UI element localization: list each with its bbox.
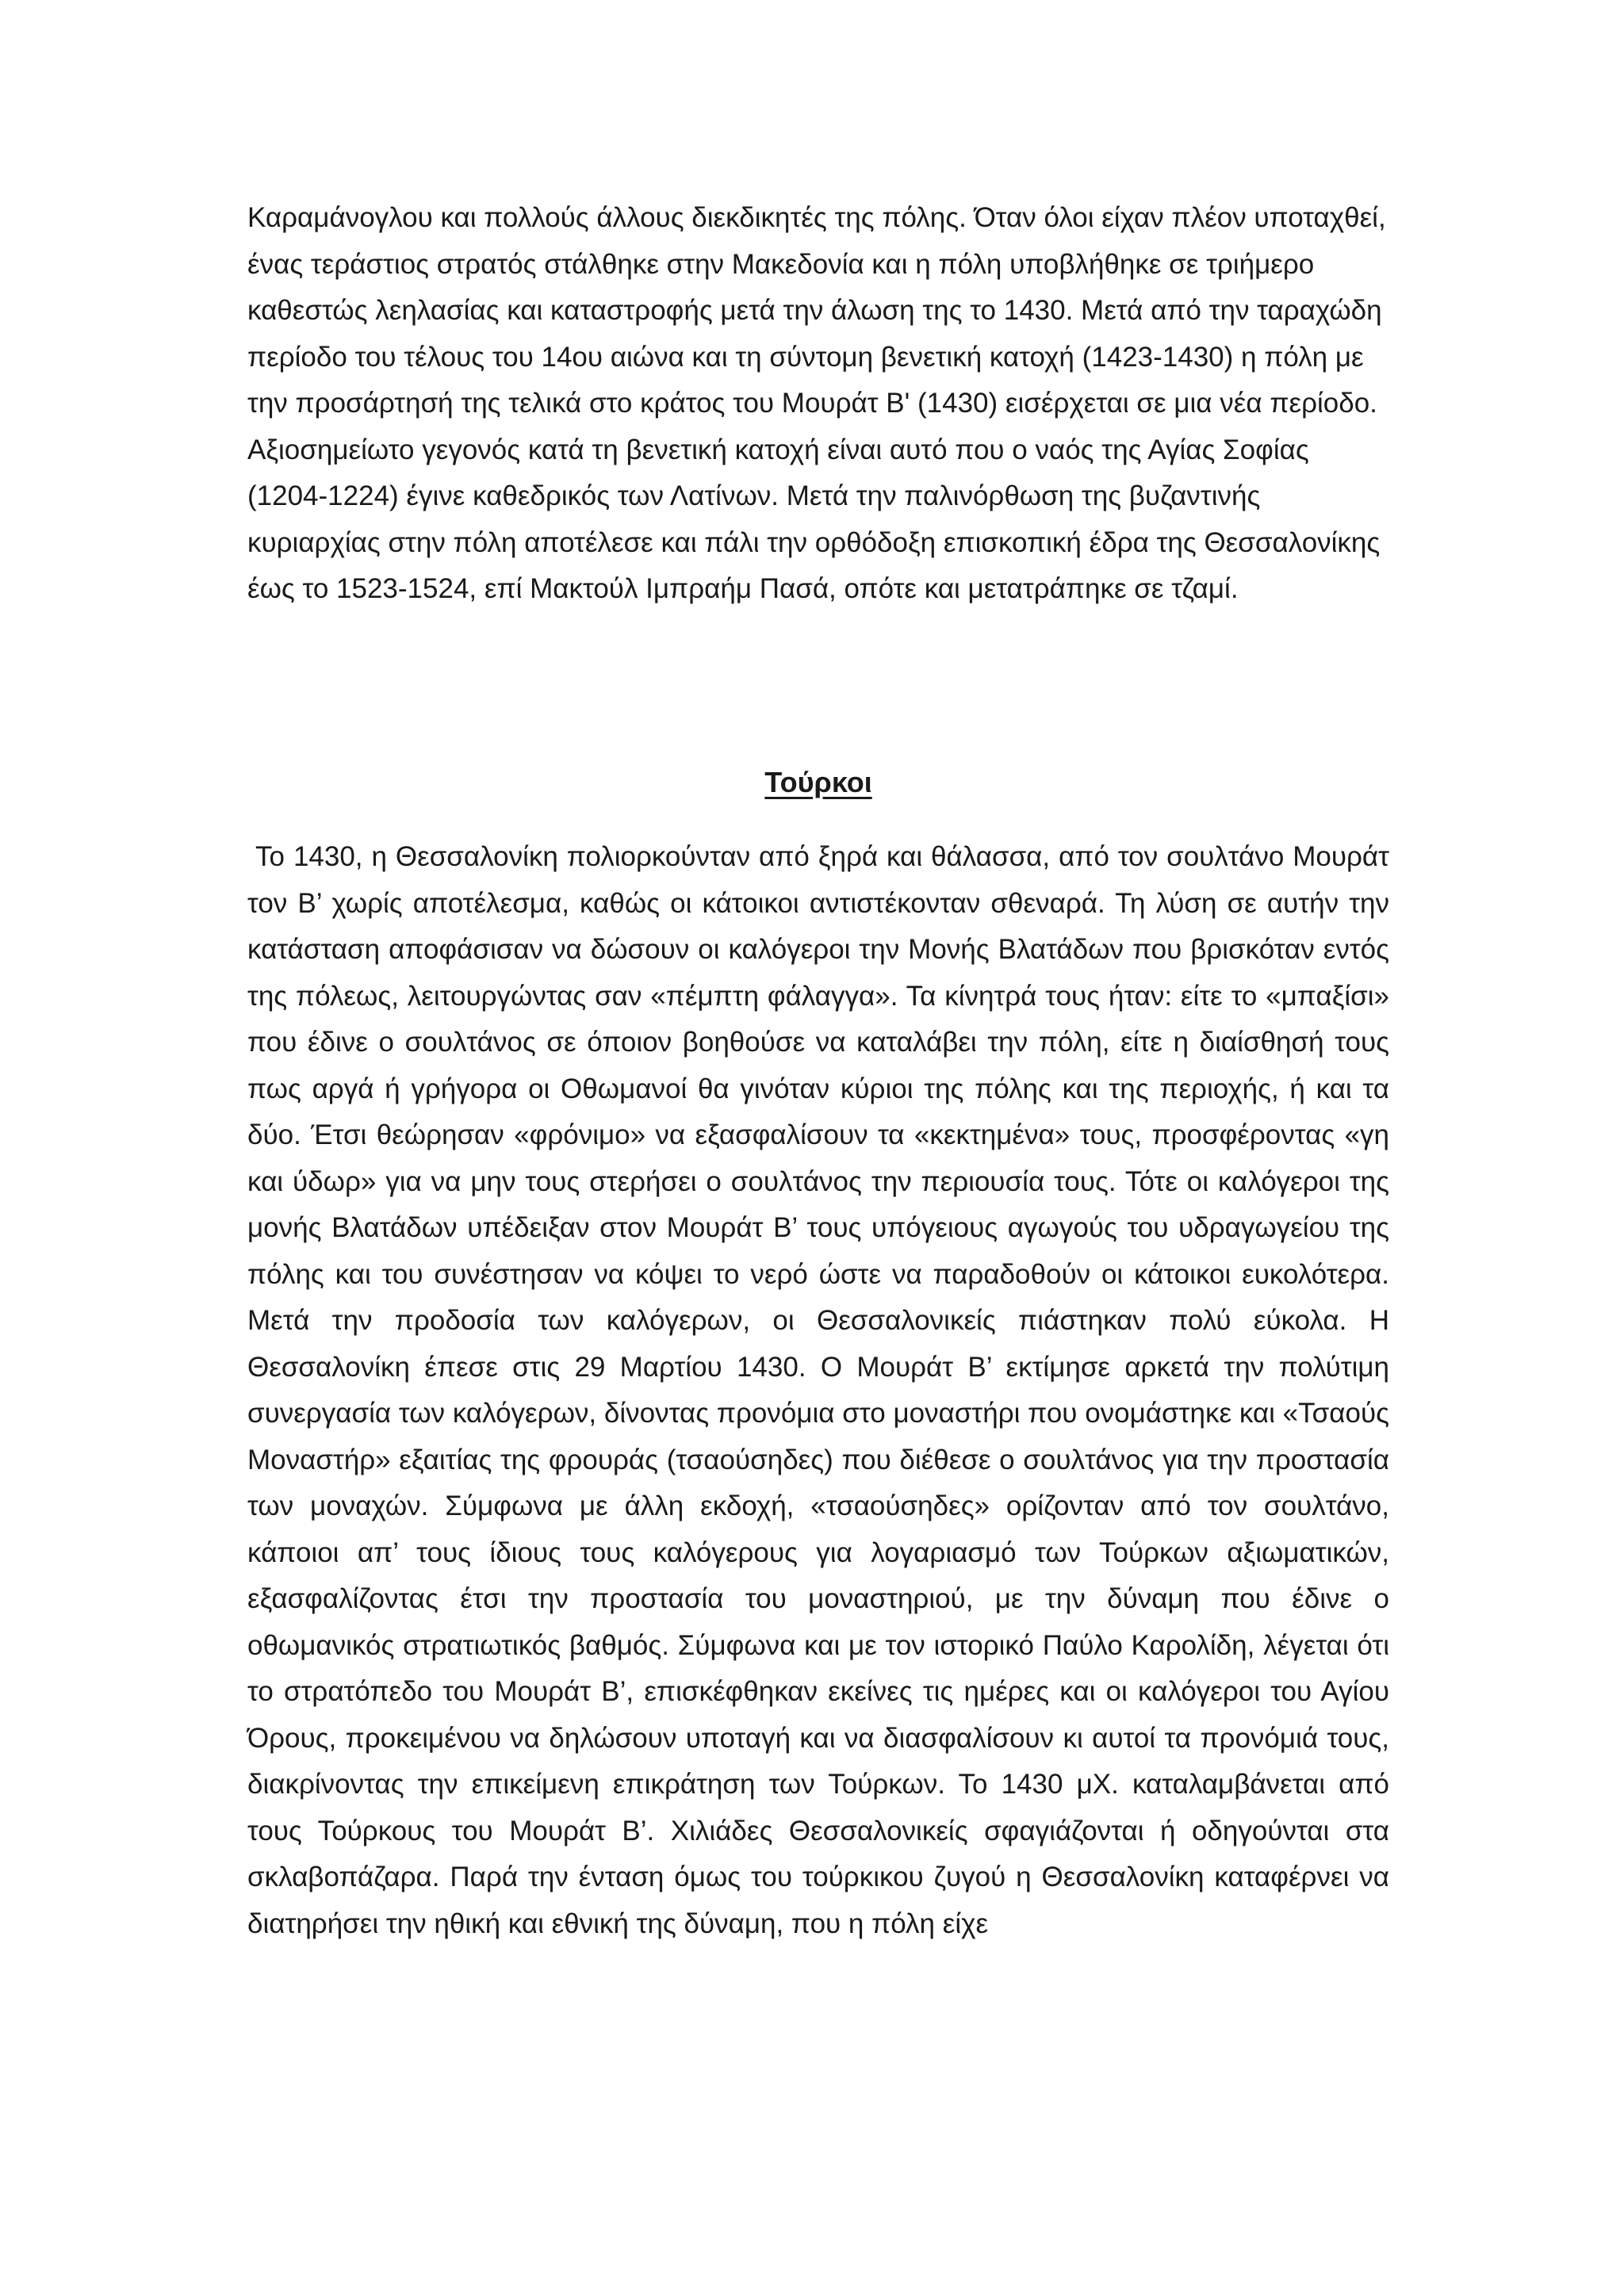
section-heading: Τούρκοι [764,766,872,798]
intro-paragraph: Καραμάνογλου και πολλούς άλλους διεκδικητές της πόλης. Όταν όλοι είχαν πλέον υποταχθεί, ένας τεράστιος στρατός στάλθηκε στην Μακεδονία και η πόλη υποβλήθηκε σε τριήμερο καθεστώς λεηλασίας και καταστροφής μετά την άλωση της το 1430. Μετά από την ταραχώδη περίοδο του τέλους του 14ου αιώνα και τη σύντομη βενετική κατοχή (1423-1430) η πόλη με την προσάρτησή της τελικά στο κράτος του Μουράτ Β' (1430) εισέρχεται σε μια νέα περίοδο. Αξιοσημείωτο γεγονός κατά τη βενετική κατοχή είναι αυτό που ο ναός της Αγίας Σοφίας (1204-1224) έγινε καθεδρικός των Λατίνων. Μετά την παλινόρθωση της βυζαντινής κυριαρχίας στην πόλη αποτέλεσε και πάλι την ορθόδοξη επισκοπική έδρα της Θεσσαλονίκης έως το 1523-1524, επί Μακτούλ Ιμπραήμ Πασά, οπότε και μετατράπηκε σε τζαμί. [247,202,1386,604]
section-paragraph: Το 1430, η Θεσσαλονίκη πολιορκούνταν από ξηρά και θάλασσα, από τον σουλτάνο Μουράτ τον Β’ χωρίς αποτέλεσμα, καθώς οι κάτοικοι αντιστέκονταν σθεναρά. Τη λύση σε αυτήν την κατάσταση αποφάσισαν να δώσουν οι καλόγεροι την Μονής Βλατάδων που βρισκόταν εντός της πόλεως, λειτουργώντας σαν «πέμπτη φάλαγγα». Τα κίνητρά τους ήταν: είτε το «μπαξίσι» που έδινε ο σουλτάνος σε όποιον βοηθούσε να καταλάβει την πόλη, είτε η διαίσθησή τους πως αργά ή γρήγορα οι Οθωμανοί θα γινόταν κύριοι της πόλης και της περιοχής, ή και τα δύο. Έτσι θεώρησαν «φρόνιμο» να εξασφαλίσουν τα «κεκτημένα» τους, προσφέροντας «γη και ύδωρ» για να μην τους στερήσει ο σουλτάνος την περιουσία τους. Τότε οι καλόγεροι της μονής Βλατάδων υπέδειξαν στον Μουράτ Β’ τους υπόγειους αγωγούς του υδραγωγείου της πόλης και του συνέστησαν να κόψει το νερό ώστε να παραδοθούν οι κάτοικοι ευκολότερα. Μετά την προδοσία των καλόγερων, οι Θεσσαλονικείς πιάστηκαν πολύ εύκολα. Η Θεσσαλονίκη έπεσε στις 29 Μαρτίου 1430. Ο Μουράτ Β’ εκτίμησε αρκετά την πολύτιμη συνεργασία των καλόγερων, δίνοντας προνόμια στο μοναστήρι που ονομάστηκε και «Τσαούς Μοναστήρ» εξαιτίας της φρουράς (τσαούσηδες) που διέθεσε ο σουλτάνος για την προστασία των μοναχών. Σύμφωνα με άλλη εκδοχή, «τσαούσηδες» ορίζονταν από τον σουλτάνο, κάποιοι απ’ τους ίδιους τους καλόγερους για λογαριασμό των Τούρκων αξιωματικών, εξασφαλίζοντας έτσι την προστασία του μοναστηριού, με την δύναμη που έδινε ο οθωμανικός στρατιωτικός βαθμός. Σύμφωνα και με τον ιστορικό Παύλο Καρολίδη, λέγεται ότι το στρατόπεδο του Μουράτ Β’, επισκέφθηκαν εκείνες τις ημέρες και οι καλόγεροι του Αγίου Όρους, προκειμένου να δηλώσουν υποταγή και να διασφαλίσουν κι αυτοί τα προνόμιά τους, διακρίνοντας την επικείμενη επικράτηση των Τούρκων. Το 1430 μΧ. καταλαμβάνεται από τους Τούρκους του Μουράτ Β’. Χιλιάδες Θεσσαλονικείς σφαγιάζονται ή οδηγούνται στα σκλαβοπάζαρα. Παρά την ένταση όμως του τούρκικου ζυγού η Θεσσαλονίκη καταφέρνει να διατηρήσει την ηθική και εθνική της δύναμη, που η πόλη είχε [247,841,1389,1939]
